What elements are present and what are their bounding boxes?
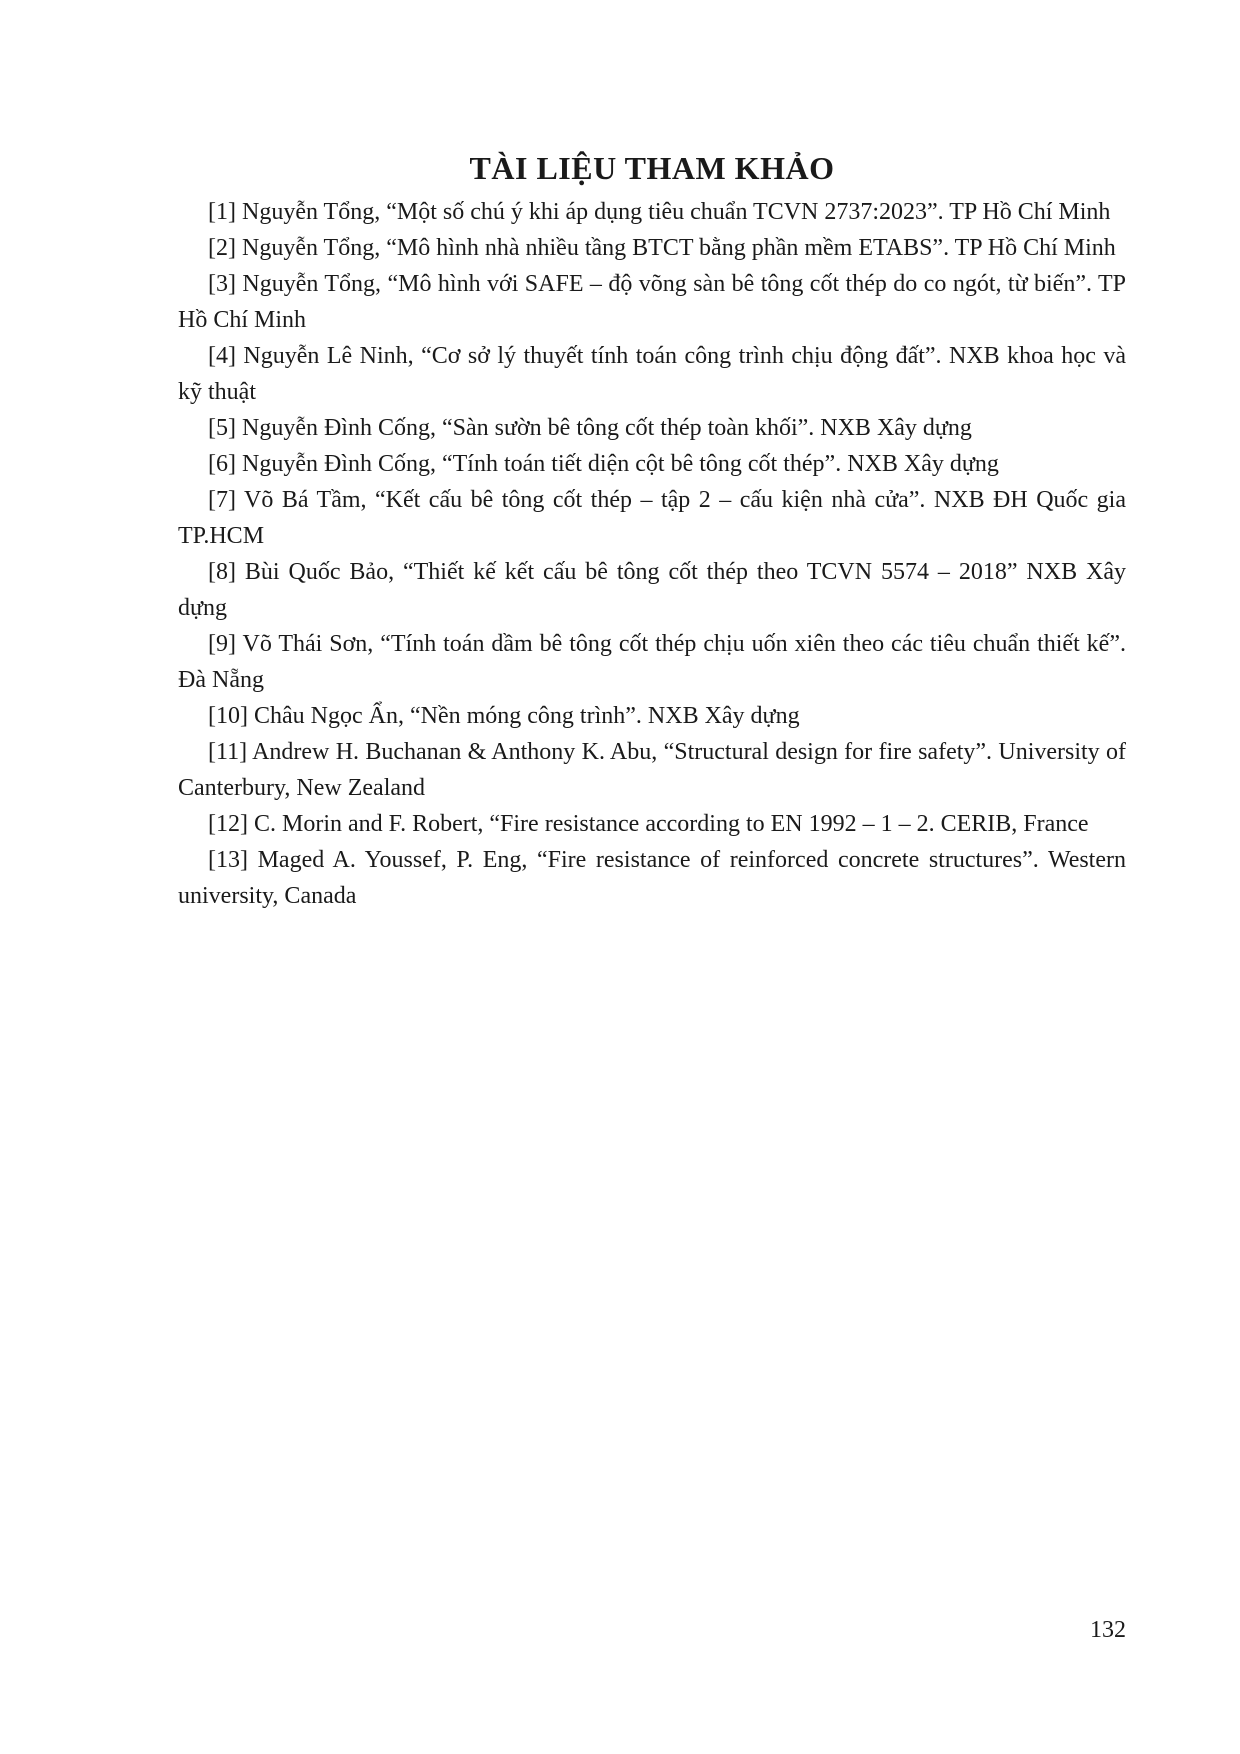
reference-item-9: [9] Võ Thái Sơn, “Tính toán dầm bê tông cốt thép chịu uốn xiên theo các tiêu chuẩn thiết kế”. Đà Nẵng (178, 631, 1126, 693)
reference-item-2: [2] Nguyễn Tổng, “Mô hình nhà nhiều tầng BTCT bằng phần mềm ETABS”. TP Hồ Chí Minh (208, 235, 1116, 261)
reference-item-7: [7] Võ Bá Tầm, “Kết cấu bê tông cốt thép – tập 2 – cấu kiện nhà cửa”. NXB ĐH Quốc gia TP.HCM (178, 487, 1126, 549)
reference-item-8: [8] Bùi Quốc Bảo, “Thiết kế kết cấu bê tông cốt thép theo TCVN 5574 – 2018” NXB Xây dựng (178, 559, 1126, 621)
document-page (178, 0, 1126, 1754)
reference-item-5: [5] Nguyễn Đình Cống, “Sàn sườn bê tông cốt thép toàn khối”. NXB Xây dựng (208, 415, 972, 441)
reference-item-4: [4] Nguyễn Lê Ninh, “Cơ sở lý thuyết tính toán công trình chịu động đất”. NXB khoa học và kỹ thuật (178, 343, 1126, 405)
reference-item-11: [11] Andrew H. Buchanan & Anthony K. Abu, “Structural design for fire safety”. University of Canterbury, New Zealand (178, 739, 1126, 801)
reference-item-10: [10] Châu Ngọc Ẩn, “Nền móng công trình”. NXB Xây dựng (208, 703, 800, 729)
reference-item-13: [13] Maged A. Youssef, P. Eng, “Fire resistance of reinforced concrete structures”. Western university, Canada (178, 847, 1126, 909)
page-number: 132 (1090, 1617, 1126, 1643)
reference-item-3: [3] Nguyễn Tổng, “Mô hình với SAFE – độ võng sàn bê tông cốt thép do co ngót, từ biến”. TP Hồ Chí Minh (178, 271, 1126, 333)
reference-item-1: [1] Nguyễn Tổng, “Một số chú ý khi áp dụng tiêu chuẩn TCVN 2737:2023”. TP Hồ Chí Minh (208, 199, 1111, 225)
reference-item-6: [6] Nguyễn Đình Cống, “Tính toán tiết diện cột bê tông cốt thép”. NXB Xây dựng (208, 451, 999, 477)
reference-list (178, 194, 1126, 914)
page-title: TÀI LIỆU THAM KHẢO (469, 150, 835, 186)
reference-item-12: [12] C. Morin and F. Robert, “Fire resistance according to EN 1992 – 1 – 2. CERIB, France (208, 811, 1089, 837)
